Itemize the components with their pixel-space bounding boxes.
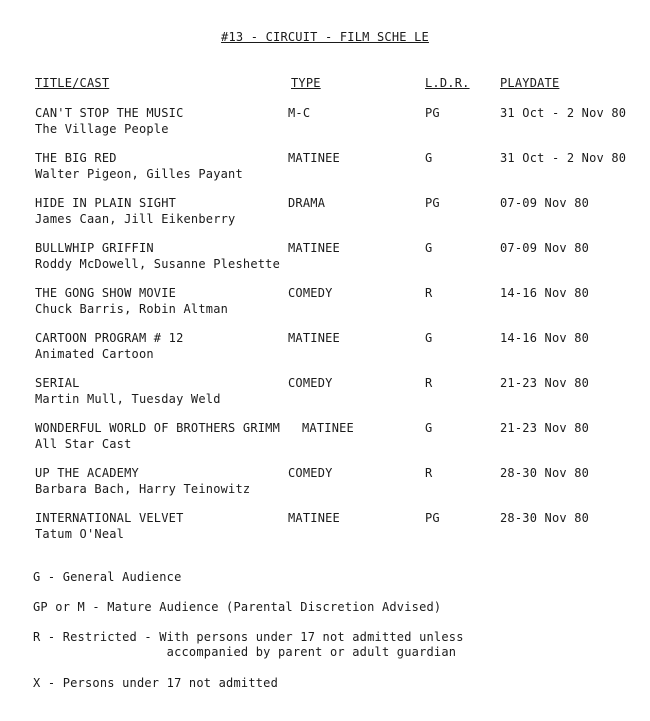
- document-title: #13 - CIRCUIT - FILM SCHE LE: [221, 30, 429, 44]
- film-playdate: 28-30 Nov 80: [500, 511, 590, 525]
- film-row: [0, 510, 650, 550]
- film-title: HIDE IN PLAIN SIGHT: [35, 196, 177, 210]
- legend-x: X - Persons under 17 not admitted: [33, 676, 279, 690]
- film-type: MATINEE: [302, 421, 354, 435]
- film-title: UP THE ACADEMY: [35, 466, 139, 480]
- film-row: [0, 150, 650, 190]
- film-type: M-C: [288, 106, 311, 120]
- film-title: SERIAL: [35, 376, 80, 390]
- film-playdate: 07-09 Nov 80: [500, 241, 590, 255]
- film-cast: The Village People: [35, 122, 169, 136]
- film-rating: PG: [425, 106, 440, 120]
- film-title: BULLWHIP GRIFFIN: [35, 241, 154, 255]
- film-type: DRAMA: [288, 196, 326, 210]
- film-rating: R: [425, 376, 433, 390]
- film-rating: G: [425, 151, 433, 165]
- film-rating: G: [425, 421, 433, 435]
- film-rating: G: [425, 241, 433, 255]
- film-type: COMEDY: [288, 376, 333, 390]
- film-cast: Martin Mull, Tuesday Weld: [35, 392, 221, 406]
- film-rating: R: [425, 286, 433, 300]
- film-type: MATINEE: [288, 241, 340, 255]
- film-cast: Chuck Barris, Robin Altman: [35, 302, 229, 316]
- film-playdate: 14-16 Nov 80: [500, 331, 590, 345]
- film-playdate: 14-16 Nov 80: [500, 286, 590, 300]
- film-rating: PG: [425, 196, 440, 210]
- film-type: MATINEE: [288, 511, 340, 525]
- film-rating: G: [425, 331, 433, 345]
- header-title-cast: TITLE/CAST: [35, 76, 110, 90]
- header-playdate: PLAYDATE: [500, 76, 560, 90]
- film-type: MATINEE: [288, 331, 340, 345]
- film-cast: Walter Pigeon, Gilles Payant: [35, 167, 243, 181]
- film-playdate: 21-23 Nov 80: [500, 376, 590, 390]
- film-title: CARTOON PROGRAM # 12: [35, 331, 184, 345]
- film-title: THE GONG SHOW MOVIE: [35, 286, 177, 300]
- film-playdate: 21-23 Nov 80: [500, 421, 590, 435]
- film-cast: Animated Cartoon: [35, 347, 154, 361]
- film-playdate: 28-30 Nov 80: [500, 466, 590, 480]
- film-row: [0, 240, 650, 280]
- legend-restricted: R - Restricted - With persons under 17 not admitted unless accompanied by parent or adult guardian: [33, 630, 464, 659]
- legend-mature: GP or M - Mature Audience (Parental Discretion Advised): [33, 600, 442, 614]
- film-playdate: 07-09 Nov 80: [500, 196, 590, 210]
- film-row: [0, 375, 650, 415]
- film-row: [0, 105, 650, 145]
- film-row: [0, 465, 650, 505]
- film-type: COMEDY: [288, 466, 333, 480]
- film-cast: Roddy McDowell, Susanne Pleshette: [35, 257, 281, 271]
- film-type: COMEDY: [288, 286, 333, 300]
- film-playdate: 31 Oct - 2 Nov 80: [500, 151, 627, 165]
- film-title: THE BIG RED: [35, 151, 117, 165]
- header-type: TYPE: [291, 76, 321, 90]
- film-playdate: 31 Oct - 2 Nov 80: [500, 106, 627, 120]
- film-rating: PG: [425, 511, 440, 525]
- header-ldr: L.D.R.: [425, 76, 470, 90]
- film-row: [0, 285, 650, 325]
- film-type: MATINEE: [288, 151, 340, 165]
- film-cast: Tatum O'Neal: [35, 527, 125, 541]
- film-title: CAN'T STOP THE MUSIC: [35, 106, 184, 120]
- film-cast: James Caan, Jill Eikenberry: [35, 212, 236, 226]
- film-title: WONDERFUL WORLD OF BROTHERS GRIMM: [35, 421, 281, 435]
- film-rating: R: [425, 466, 433, 480]
- film-row: [0, 195, 650, 235]
- film-cast: Barbara Bach, Harry Teinowitz: [35, 482, 251, 496]
- film-row: [0, 330, 650, 370]
- film-title: INTERNATIONAL VELVET: [35, 511, 184, 525]
- legend-general: G - General Audience: [33, 570, 182, 584]
- film-row: [0, 420, 650, 460]
- film-cast: All Star Cast: [35, 437, 132, 451]
